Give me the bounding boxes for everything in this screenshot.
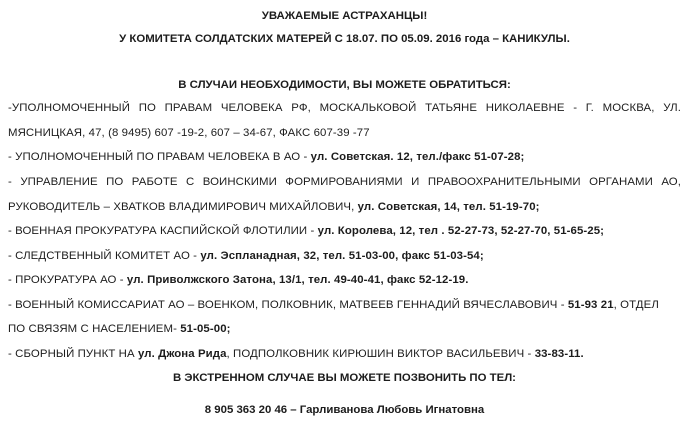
contact-5	[8, 249, 681, 263]
contact-7-text: - ВОЕННЫЙ КОМИССАРИАТ АО – ВОЕНКОМ, ПОЛКОВНИК, МАТВЕЕВ ГЕННАДИЙ ВЯЧЕСЛАВОВИЧ -	[8, 299, 568, 311]
contact-4-address: ул. Королева, 12, тел . 52-27-73, 52-27-70, 51-65-25;	[317, 225, 605, 237]
contact-1-line-1: -УПОЛНОМОЧЕННЫЙ ПО ПРАВАМ ЧЕЛОВЕКА РФ, МОСКАЛЬКОВОЙ ТАТЬЯНЕ НИКОЛАЕВНЕ - Г. МОСКВА, УЛ.	[8, 102, 681, 114]
greeting-heading: УВАЖАЕМЫЕ АСТРАХАНЦЫ!	[261, 10, 428, 22]
contact-3-line-2	[8, 200, 681, 214]
contact-3-text: РУКОВОДИТЕЛЬ – ХВАТКОВ ВЛАДИМИРОВИЧ МИХАЙЛОВИЧ,	[8, 201, 358, 213]
emergency-heading: В ЭКСТРЕННОМ СЛУЧАЕ ВЫ МОЖЕТЕ ПОЗВОНИТЬ ПО ТЕЛ:	[173, 372, 516, 384]
contact-1-line-2: МЯСНИЦКАЯ, 47, (8 9495) 607 -19-2, 607 – 34-67, ФАКС 607-39 -77	[8, 127, 370, 139]
contact-8-text-2: , ПОДПОЛКОВНИК КИРЮШИН ВИКТОР ВАСИЛЬЕВИЧ -	[226, 348, 535, 360]
contact-3-line-1: - УПРАВЛЕНИЕ ПО РАБОТЕ С ВОИНСКИМИ ФОРМИРОВАНИЯМИ И ПРАВООХРАНИТЕЛЬНЫМИ ОРГАНАМИ АО,	[8, 176, 681, 188]
contact-4	[8, 224, 681, 238]
contact-6-address: ул. Приволжского Затона, 13/1, тел. 49-40-41, факс 52-12-19.	[126, 274, 469, 286]
contact-2-text: - УПОЛНОМОЧЕННЫЙ ПО ПРАВАМ ЧЕЛОВЕКА В АО -	[8, 151, 311, 163]
contact-2-address: ул. Советская. 12, тел./факс 51-07-28;	[310, 151, 525, 163]
contact-5-text: - СЛЕДСТВЕННЫЙ КОМИТЕТ АО -	[8, 250, 201, 262]
contact-7-line-1	[8, 298, 681, 312]
contact-7-tail: , ОТДЕЛ	[613, 299, 659, 311]
contact-3-address: ул. Советская, 14, тел. 51-19-70;	[357, 201, 540, 213]
contact-7-dept: ПО СВЯЗЯМ С НАСЕЛЕНИЕМ-	[8, 323, 181, 335]
contact-8	[8, 347, 681, 361]
intro-heading: В СЛУЧАИ НЕОБХОДИМОСТИ, ВЫ МОЖЕТЕ ОБРАТИТЬСЯ:	[178, 79, 511, 91]
contact-5-address: ул. Эспланадная, 32, тел. 51-03-00, факс 51-03-54;	[200, 250, 484, 262]
contact-6-text: - ПРОКУРАТУРА АО -	[8, 274, 127, 286]
contact-7-line-2	[8, 322, 681, 336]
emergency-phone: 8 905 363 20 46 – Гарливанова Любовь Игнатовна	[204, 404, 485, 416]
vacation-notice: У КОМИТЕТА СОЛДАТСКИХ МАТЕРЕЙ С 18.07. ПО 05.09. 2016 года – КАНИКУЛЫ.	[119, 33, 570, 45]
contact-8-text-1: - СБОРНЫЙ ПУНКТ НА	[8, 348, 138, 360]
contact-7-dept-phone: 51-05-00;	[180, 323, 231, 335]
contact-8-street: ул. Джона Рида	[137, 348, 227, 360]
contact-6	[8, 273, 681, 287]
contact-2	[8, 150, 681, 164]
contact-4-text: - ВОЕННАЯ ПРОКУРАТУРА КАСПИЙСКОЙ ФЛОТИЛИИ -	[8, 225, 318, 237]
contact-8-phone: 33-83-11.	[534, 348, 584, 360]
contact-7-phone: 51-93 21	[567, 299, 614, 311]
